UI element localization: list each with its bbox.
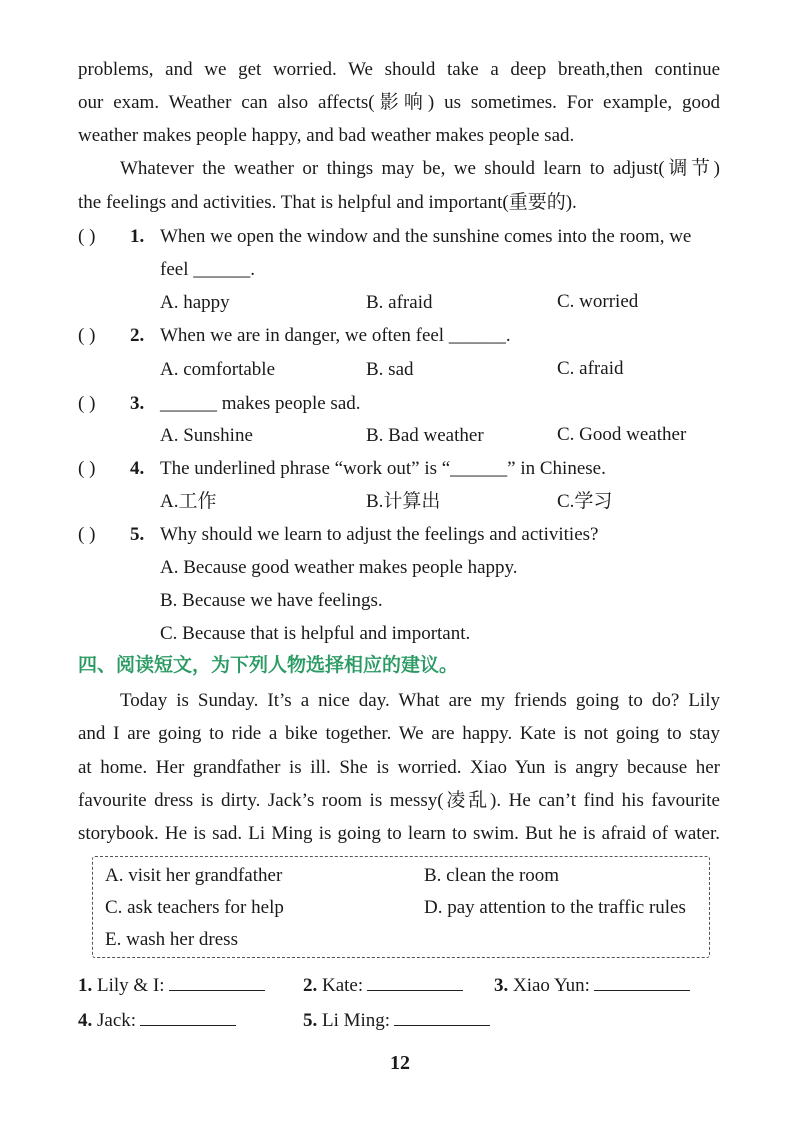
question-text-continued: feel ______.: [160, 259, 255, 280]
answer-number: 1.: [78, 975, 93, 996]
option-c: C. worried: [557, 291, 639, 312]
answer-item: [78, 1007, 236, 1033]
answer-blank[interactable]: [169, 972, 265, 991]
answer-paren[interactable]: ( ): [78, 524, 96, 545]
answer-label: Kate:: [322, 975, 364, 996]
option-a: A. Because good weather makes people happy.: [160, 557, 518, 578]
option-a: A. Sunshine: [160, 425, 253, 446]
answer-blank[interactable]: [594, 972, 690, 991]
option-b: B. Because we have feelings.: [160, 590, 383, 611]
option-a: A. comfortable: [160, 359, 276, 380]
option-a: A.工作: [160, 491, 217, 512]
option-b: B. sad: [366, 359, 414, 380]
option-c: C. Because that is helpful and important.: [160, 623, 471, 644]
reading-line: at home. Her grandfather is ill. She is worried. Xiao Yun is angry because her: [78, 757, 720, 778]
question-text: When we open the window and the sunshine comes into the room, we: [160, 226, 692, 247]
box-option-a: A. visit her grandfather: [105, 865, 283, 886]
passage-line: our exam. Weather can also affects(影响) us sometimes. For example, good: [78, 92, 720, 113]
answer-paren[interactable]: ( ): [78, 393, 96, 414]
answer-paren[interactable]: ( ): [78, 325, 96, 346]
option-c: C. Good weather: [557, 424, 687, 445]
question-number: 4.: [130, 458, 145, 479]
box-option-c: C. ask teachers for help: [105, 897, 284, 918]
passage-line: weather makes people happy, and bad weather makes people sad.: [78, 125, 575, 146]
passage-line: the feelings and activities. That is helpful and important(重要的).: [78, 192, 577, 213]
answer-paren[interactable]: ( ): [78, 226, 96, 247]
passage-line: problems, and we get worried. We should take a deep breath,then continue: [78, 59, 720, 80]
question-text: When we are in danger, we often feel ______.: [160, 325, 511, 346]
answer-label: Li Ming:: [322, 1010, 391, 1031]
reading-line: favourite dress is dirty. Jack’s room is messy(凌乱). He can’t find his favourite: [78, 790, 720, 811]
question-text: ______ makes people sad.: [160, 393, 361, 414]
answer-label: Lily & I:: [97, 975, 165, 996]
question-text: The underlined phrase “work out” is “______” in Chinese.: [160, 458, 606, 479]
reading-line: Today is Sunday. It’s a nice day. What are my friends going to do? Lily: [120, 690, 720, 711]
option-a: A. happy: [160, 292, 230, 313]
answer-paren[interactable]: ( ): [78, 458, 96, 479]
option-c: C.学习: [557, 491, 613, 512]
answer-item: [78, 972, 265, 998]
option-c: C. afraid: [557, 358, 624, 379]
answer-item: [303, 1007, 490, 1033]
option-b: B. afraid: [366, 292, 433, 313]
reading-line: and I are going to ride a bike together. We are happy. Kate is not going to stay: [78, 723, 720, 744]
question-number: 1.: [130, 226, 145, 247]
question-number: 5.: [130, 524, 145, 545]
question-number: 3.: [130, 393, 145, 414]
answer-number: 3.: [494, 975, 509, 996]
answer-item: [494, 972, 690, 998]
box-option-e: E. wash her dress: [105, 929, 238, 950]
answer-number: 4.: [78, 1010, 93, 1031]
answer-number: 2.: [303, 975, 318, 996]
option-b: B. Bad weather: [366, 425, 484, 446]
option-b: B.计算出: [366, 491, 441, 512]
box-option-b: B. clean the room: [424, 865, 560, 886]
page-number: 12: [390, 1052, 410, 1074]
answer-item: [303, 972, 463, 998]
answer-blank[interactable]: [367, 972, 463, 991]
answer-number: 5.: [303, 1010, 318, 1031]
answer-blank[interactable]: [140, 1007, 236, 1026]
question-text: Why should we learn to adjust the feelings and activities?: [160, 524, 599, 545]
answer-blank[interactable]: [394, 1007, 490, 1026]
question-number: 2.: [130, 325, 145, 346]
section-title: 四、阅读短文，为下列人物选择相应的建议。: [78, 654, 459, 676]
answer-label: Jack:: [97, 1010, 137, 1031]
reading-line: storybook. He is sad. Li Ming is going to learn to swim. But he is afraid of water.: [78, 823, 720, 844]
box-option-d: D. pay attention to the traffic rules: [424, 897, 686, 918]
passage-line: Whatever the weather or things may be, we should learn to adjust(调节): [120, 158, 720, 179]
answer-label: Xiao Yun:: [513, 975, 590, 996]
